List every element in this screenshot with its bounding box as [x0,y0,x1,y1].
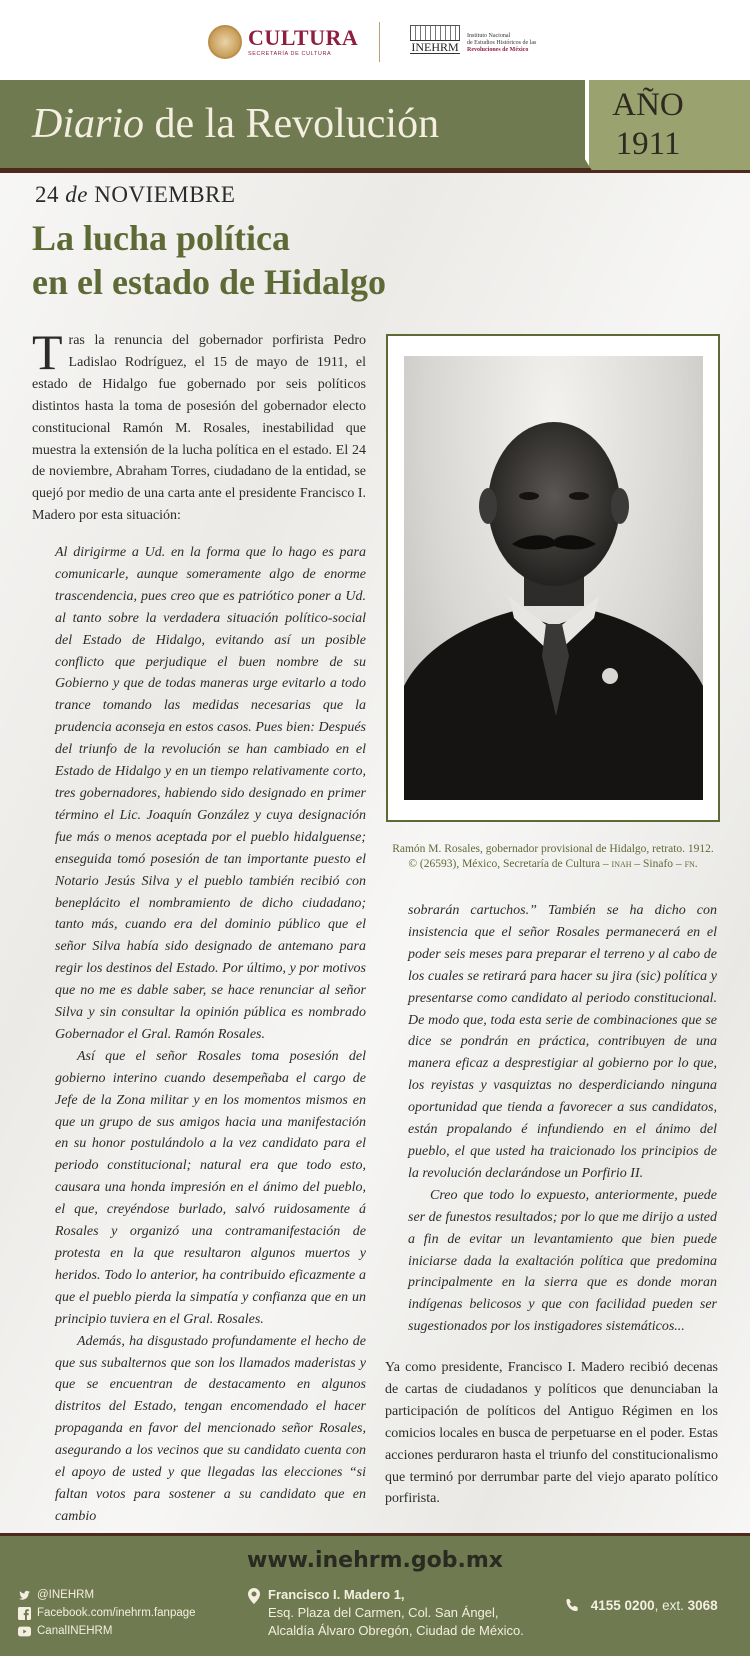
logo-divider [379,22,380,62]
year-label: AÑO [612,87,684,123]
youtube-link[interactable]: Canal INEHRM [18,1622,196,1640]
quote-paragraph: Creo que todo lo expuesto, anteriormente, puede ser de funestos resultados; por lo que me dirijo a usted a fin de evitar un levantamiento que bien puede iniciarse dada la exaltación política que predomina principalmente en la sierra que es donde moran indígenas belicosos y que con facilidad pueden ser sugestionados por los instigadores sistemáticos... [408,1187,717,1335]
address: Francisco I. Madero 1, Esq. Plaza del Carmen, Col. San Ángel, Alcaldía Álvaro Obregón, Ciudad de México. [268,1587,524,1638]
social-links [18,1586,196,1640]
inehrm-full-name: Instituto Nacional de Estudios Históricos de las Revoluciones de México [467,33,537,53]
letter-quote-left [55,542,366,1528]
publication-title: Diario de la Revolución [32,101,440,147]
portrait-photo [404,356,703,800]
photo-caption: Ramón M. Rosales, gobernador provisional de Hidalgo, retrato. 1912. © (26593), México, Secretaría de Cultura – inah – Sinafo – fn. [392,843,714,870]
logos-bar [0,0,750,80]
inehrm-wordmark: INEHRM [411,40,459,54]
article-date: 24 de NOVIEMBRE [35,182,236,207]
drop-cap: T [32,324,63,380]
year-value: 1911 [615,126,681,162]
cultura-wordmark: CULTURA [248,25,359,50]
article-intro: Tras la renuncia del gobernador porfirista Pedro Ladislao Rodríguez, el 15 de mayo de 1911, el estado de Hidalgo fue gobernado por seis políticos distintos hasta la toma de posesión del gobernador electo constitucional Ramón M. Rosales, inestabilidad que muestra la extensión de la lucha política en el estado. El 24 de noviembre, Abraham Torres, ciudadano de la entidad, se quejó por medio de una carta ante el presidente Francisco I. Madero por esta situación: [32,324,366,524]
facebook-link[interactable]: Facebook.com/inehrm.fanpage [18,1604,196,1622]
youtube-icon [18,1625,31,1638]
quote-paragraph: Así que el señor Rosales toma posesión del gobierno interino cuando desempeñaba el cargo de Jefe de la Zona militar y en los momentos mismos en que un grupo de sus amigos hacia una manifestación en su honor postulándolo a la vez candidato para el periodo constitucional; natural era que todo esto, causara una honda impresión en el ánimo del pueblo, el que, creyéndose burlado, salvó ruidosamente á Rosales y organizó una contramanifestación de protesta en la que resultaron algunos muertos y heridos. Todo lo anterior, ha contribuido eficazmente a que el pueblo pierda la simpatía y confianza que en un principio tuviera en el Gral. Rosales. [55,1048,366,1327]
inehrm-logo [407,25,536,54]
inehrm-building-icon [410,25,460,40]
article-headline: La lucha política en el estado de Hidalgo [32,218,387,302]
facebook-icon [18,1607,31,1620]
twitter-link[interactable]: @INEHRM [18,1586,196,1604]
phone-number[interactable]: 4155 0200, ext. 3068 [566,1598,718,1613]
cultura-seal-icon [208,25,242,59]
phone-icon [566,1598,579,1612]
twitter-icon [18,1589,31,1602]
quote-paragraph: sobrarán cartuchos.” También se ha dicho con insistencia que el señor Rosales permanecerá en el poder seis meses para preparar el terreno y al cabo de los cuales se retirará para hacer su jira (sic) política y presentarse como candidato al periodo constitucional. De modo que, toda esta serie de combinaciones que se dice se pondrán en práctica, contribuyen de una manera eficaz a desprestigiar al gobierno por lo que, los reyistas y vasquiztas no desperdiciando ninguna oportunidad que tienda a favorecer a sus candidatos, están propalando é infundiendo en el ánimo del pueblo, el que usted ha traicionado los principios de la revolución declarándose un Porfirio II. [408,903,717,1181]
letter-quote-right [408,900,717,1338]
cultura-logo [208,24,358,60]
website-link[interactable]: www.inehrm.gob.mx [247,1548,503,1573]
cultura-subtitle: SECRETARÍA DE CULTURA [248,51,332,57]
quote-paragraph: Al dirigirme a Ud. en la forma que lo hago es para comunicarle, aunque someramente algo de enorme trascendencia, pues creo que es patriótico poner a Ud. al tanto sobre la verdadera situación político-social del Estado de Hidalgo, evitando así un posible conflicto que perjudique el buen nombre de su Gobierno y que de todas maneras urge evitarlo a todo trance tomando las medidas necesarias que la prudencia aconseja en estos casos. Pues bien: Después del triunfo de la revolución se han cambiado en el Estado de Hidalgo y en un tiempo relativamente corto, tres gobernadores, habiendo sido designado en primer término el Lic. Joaquín González y cuya designación fue más o menos aceptada por el pueblo hidalguense; enseguida tomó posesión de tan importante puesto el Notario Jesús Silva y el pueblo también recibió con beneplácito el nombramiento de dicho ciudadano; tanto más, cuando era del dominio público que el señor Silva había sido designado de antemano para regir los destinos del Estado. Por último, y por motivos que no me es dable saber, se hace renunciar al señor Silva y sin consultar la opinión pública es nombrado Gobernador el Gral. Ramón Rosales. [55,545,366,1042]
quote-paragraph: Además, ha disgustado profundamente el hecho de que sus subalternos que son los llamados maderistas y que se encuentran de destacamento en algunos distritos del Estado, tengan encomendado el hacer propaganda en favor del mencionado señor Rosales, asegurando a los vecinos que su candidato cuenta con el apoyo de usted y que llegadas las elecciones “si faltan votos para sostener a su candidato que en cambio [55,1333,366,1524]
article-closing: Ya como presidente, Francisco I. Madero recibió decenas de cartas de ciudadanos y políticos que denunciaban la participación de políticos del Antiguo Régimen en los comicios locales en busca de perpetuarse en el poder. Estas acciones perduraron hasta el triunfo del constitucionalismo que terminó por derrumbar parte del viejo aparato político porfirista. [385,1360,718,1507]
